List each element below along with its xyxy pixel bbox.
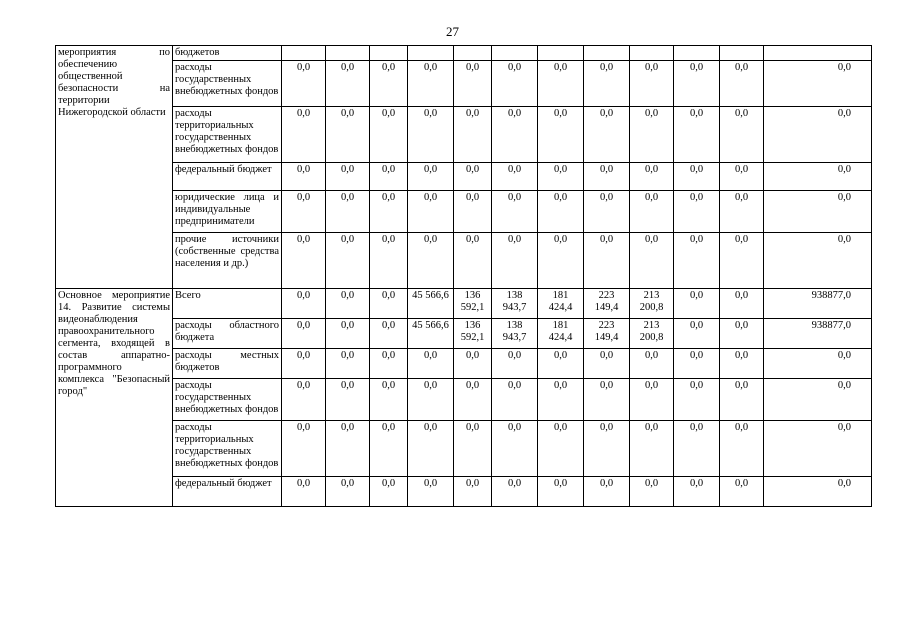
value-cell (764, 46, 872, 61)
value-cell: 0,0 (326, 379, 370, 421)
value-cell: 0,0 (454, 421, 492, 477)
value-cell: 0,0 (492, 107, 538, 163)
value-cell: 0,0 (764, 349, 872, 379)
table-row (56, 46, 872, 61)
value-cell: 0,0 (674, 233, 720, 289)
value-cell: 0,0 (454, 477, 492, 507)
value-cell: 0,0 (720, 191, 764, 233)
value-cell: 0,0 (282, 421, 326, 477)
value-cell: 0,0 (538, 61, 584, 107)
funding-source-cell: бюджетов (173, 46, 282, 61)
value-cell: 0,0 (326, 61, 370, 107)
value-cell: 0,0 (674, 191, 720, 233)
value-cell: 0,0 (408, 61, 454, 107)
value-cell: 0,0 (538, 477, 584, 507)
value-cell: 0,0 (454, 233, 492, 289)
value-cell: 0,0 (630, 421, 674, 477)
value-cell: 0,0 (282, 319, 326, 349)
value-cell: 0,0 (408, 349, 454, 379)
funding-source-cell: расходы областного бюджета (173, 319, 282, 349)
table-row (56, 477, 872, 507)
value-cell: 0,0 (538, 107, 584, 163)
value-cell: 138 943,7 (492, 319, 538, 349)
table-row (56, 349, 872, 379)
funding-source-cell: расходы государственных внебюджетных фондов (173, 379, 282, 421)
value-cell: 0,0 (630, 61, 674, 107)
value-cell: 181 424,4 (538, 319, 584, 349)
page-number: 27 (446, 24, 459, 39)
value-cell: 0,0 (370, 163, 408, 191)
value-cell: 0,0 (326, 319, 370, 349)
value-cell (408, 46, 454, 61)
budget-table (55, 45, 872, 507)
value-cell: 138 943,7 (492, 289, 538, 319)
value-cell: 0,0 (720, 163, 764, 191)
value-cell: 0,0 (674, 163, 720, 191)
value-cell: 0,0 (282, 107, 326, 163)
value-cell: 136 592,1 (454, 319, 492, 349)
value-cell: 0,0 (538, 379, 584, 421)
value-cell: 45 566,6 (408, 319, 454, 349)
value-cell: 213 200,8 (630, 319, 674, 349)
table-row (56, 421, 872, 477)
value-cell: 0,0 (282, 349, 326, 379)
value-cell: 0,0 (370, 61, 408, 107)
value-cell: 0,0 (764, 163, 872, 191)
table-row (56, 319, 872, 349)
funding-source-cell: федеральный бюджет (173, 163, 282, 191)
value-cell: 0,0 (282, 379, 326, 421)
funding-source-cell: Всего (173, 289, 282, 319)
value-cell: 0,0 (630, 233, 674, 289)
value-cell: 0,0 (630, 349, 674, 379)
value-cell: 0,0 (282, 289, 326, 319)
value-cell: 0,0 (408, 477, 454, 507)
value-cell: 0,0 (720, 107, 764, 163)
value-cell: 0,0 (370, 233, 408, 289)
value-cell: 213 200,8 (630, 289, 674, 319)
table-body (56, 46, 872, 507)
value-cell: 0,0 (674, 107, 720, 163)
value-cell: 0,0 (538, 191, 584, 233)
value-cell: 0,0 (584, 61, 630, 107)
value-cell: 181 424,4 (538, 289, 584, 319)
value-cell: 0,0 (454, 61, 492, 107)
value-cell: 0,0 (538, 349, 584, 379)
measure-cell: мероприятия по обеспечению общественной безопасности на территории Нижегородской области (56, 46, 173, 289)
value-cell: 0,0 (282, 233, 326, 289)
value-cell: 0,0 (720, 477, 764, 507)
value-cell: 0,0 (720, 61, 764, 107)
value-cell: 0,0 (492, 349, 538, 379)
value-cell: 0,0 (630, 163, 674, 191)
value-cell: 0,0 (326, 233, 370, 289)
value-cell: 0,0 (674, 477, 720, 507)
value-cell: 0,0 (326, 349, 370, 379)
value-cell: 0,0 (370, 421, 408, 477)
value-cell: 0,0 (630, 191, 674, 233)
value-cell: 0,0 (282, 163, 326, 191)
value-cell: 0,0 (674, 61, 720, 107)
value-cell: 0,0 (370, 319, 408, 349)
value-cell: 0,0 (720, 379, 764, 421)
value-cell: 0,0 (326, 477, 370, 507)
funding-source-cell: прочие источники (собственные средства населения и др.) (173, 233, 282, 289)
value-cell: 0,0 (408, 163, 454, 191)
value-cell: 0,0 (584, 191, 630, 233)
value-cell: 45 566,6 (408, 289, 454, 319)
value-cell: 938877,0 (764, 289, 872, 319)
value-cell: 0,0 (720, 233, 764, 289)
value-cell (454, 46, 492, 61)
value-cell: 0,0 (630, 107, 674, 163)
value-cell: 0,0 (584, 349, 630, 379)
value-cell (584, 46, 630, 61)
value-cell: 0,0 (370, 191, 408, 233)
value-cell: 0,0 (326, 191, 370, 233)
value-cell: 0,0 (674, 319, 720, 349)
table-row (56, 379, 872, 421)
table-row (56, 191, 872, 233)
value-cell: 0,0 (764, 191, 872, 233)
value-cell: 0,0 (326, 289, 370, 319)
table-row (56, 163, 872, 191)
value-cell: 0,0 (584, 163, 630, 191)
value-cell: 0,0 (282, 61, 326, 107)
value-cell: 0,0 (492, 477, 538, 507)
value-cell: 0,0 (584, 233, 630, 289)
table-row (56, 107, 872, 163)
value-cell: 0,0 (370, 379, 408, 421)
value-cell: 0,0 (584, 379, 630, 421)
value-cell: 0,0 (408, 421, 454, 477)
value-cell: 0,0 (720, 319, 764, 349)
value-cell: 223 149,4 (584, 319, 630, 349)
value-cell: 0,0 (584, 477, 630, 507)
value-cell: 0,0 (492, 163, 538, 191)
value-cell: 0,0 (408, 379, 454, 421)
value-cell: 0,0 (538, 163, 584, 191)
value-cell: 0,0 (630, 379, 674, 421)
value-cell: 0,0 (764, 107, 872, 163)
value-cell: 0,0 (674, 379, 720, 421)
value-cell: 0,0 (370, 477, 408, 507)
value-cell: 0,0 (538, 233, 584, 289)
value-cell: 0,0 (370, 289, 408, 319)
value-cell: 0,0 (492, 191, 538, 233)
table-row (56, 61, 872, 107)
table-row (56, 233, 872, 289)
value-cell (370, 46, 408, 61)
value-cell (674, 46, 720, 61)
funding-source-cell: расходы территориальных государственных внебюджетных фондов (173, 421, 282, 477)
value-cell: 0,0 (326, 421, 370, 477)
value-cell (282, 46, 326, 61)
value-cell: 0,0 (454, 349, 492, 379)
value-cell: 0,0 (492, 421, 538, 477)
value-cell: 0,0 (282, 477, 326, 507)
value-cell: 0,0 (674, 349, 720, 379)
value-cell: 0,0 (454, 163, 492, 191)
value-cell: 0,0 (720, 349, 764, 379)
value-cell (538, 46, 584, 61)
value-cell: 0,0 (370, 349, 408, 379)
value-cell: 0,0 (492, 233, 538, 289)
funding-source-cell: расходы государственных внебюджетных фондов (173, 61, 282, 107)
value-cell: 0,0 (326, 163, 370, 191)
value-cell: 0,0 (492, 379, 538, 421)
value-cell (720, 46, 764, 61)
value-cell (492, 46, 538, 61)
value-cell: 0,0 (454, 379, 492, 421)
value-cell: 136 592,1 (454, 289, 492, 319)
funding-source-cell: расходы местных бюджетов (173, 349, 282, 379)
value-cell: 0,0 (492, 61, 538, 107)
value-cell: 0,0 (454, 191, 492, 233)
value-cell: 0,0 (764, 379, 872, 421)
value-cell: 0,0 (282, 191, 326, 233)
value-cell: 0,0 (764, 61, 872, 107)
measure-cell: Основное мероприятие 14. Развитие системы видеонаблюдения правоохранительного сегмента, входящей в состав аппаратно-программного комплекса "Безопасный город" (56, 289, 173, 507)
value-cell: 0,0 (674, 289, 720, 319)
funding-source-cell: юридические лица и индивидуальные предприниматели (173, 191, 282, 233)
value-cell: 0,0 (408, 233, 454, 289)
value-cell: 0,0 (538, 421, 584, 477)
value-cell: 0,0 (764, 233, 872, 289)
value-cell: 0,0 (454, 107, 492, 163)
value-cell: 0,0 (630, 477, 674, 507)
value-cell: 0,0 (584, 107, 630, 163)
value-cell: 938877,0 (764, 319, 872, 349)
funding-source-cell: расходы территориальных государственных внебюджетных фондов (173, 107, 282, 163)
value-cell: 223 149,4 (584, 289, 630, 319)
table-row (56, 289, 872, 319)
value-cell (630, 46, 674, 61)
value-cell: 0,0 (764, 421, 872, 477)
value-cell: 0,0 (764, 477, 872, 507)
value-cell: 0,0 (370, 107, 408, 163)
value-cell: 0,0 (408, 191, 454, 233)
value-cell: 0,0 (674, 421, 720, 477)
funding-source-cell: федеральный бюджет (173, 477, 282, 507)
value-cell: 0,0 (720, 289, 764, 319)
value-cell: 0,0 (408, 107, 454, 163)
value-cell (326, 46, 370, 61)
value-cell: 0,0 (326, 107, 370, 163)
value-cell: 0,0 (720, 421, 764, 477)
value-cell: 0,0 (584, 421, 630, 477)
